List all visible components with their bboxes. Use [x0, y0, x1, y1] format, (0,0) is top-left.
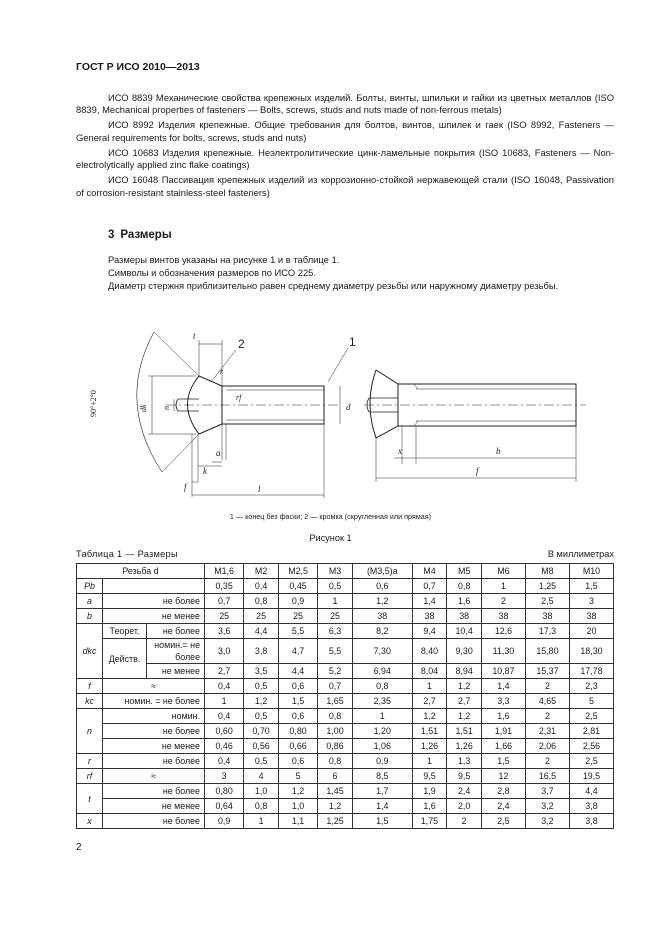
row-symbol: rf — [77, 769, 103, 784]
value-cell: 12 — [481, 769, 525, 784]
table-units: В миллиметрах — [547, 549, 614, 559]
table-row — [77, 639, 614, 664]
value-cell: 2,0 — [447, 799, 482, 814]
value-cell: 6,3 — [318, 624, 353, 639]
value-cell: 2,7 — [412, 694, 447, 709]
value-cell: 1,5 — [352, 814, 412, 829]
value-cell: 1,51 — [447, 724, 482, 739]
row-limit: номин. = не более — [103, 694, 205, 709]
value-cell: 1,91 — [481, 724, 525, 739]
value-cell: 1,26 — [447, 739, 482, 754]
label-angle: 90°+2°0 — [89, 390, 98, 417]
table-row — [77, 814, 614, 829]
value-cell: 20 — [569, 624, 613, 639]
value-cell: 4,7 — [278, 639, 317, 664]
document-header: ГОСТ Р ИСО 2010—2013 — [76, 61, 200, 73]
value-cell: 1 — [481, 579, 525, 594]
value-cell: 2,5 — [481, 814, 525, 829]
row-symbol: b — [77, 609, 103, 624]
value-cell: 0,5 — [244, 679, 279, 694]
row-limit: не менее — [103, 609, 205, 624]
value-cell: 1,06 — [352, 739, 412, 754]
value-cell: 1,00 — [318, 724, 353, 739]
value-cell: 25 — [318, 609, 353, 624]
value-cell: 4,4 — [278, 664, 317, 679]
value-cell: 8,5 — [352, 769, 412, 784]
value-cell: 1,45 — [318, 784, 353, 799]
value-cell: 1,7 — [352, 784, 412, 799]
intro-paragraph: Символы и обозначения размеров по ИСО 225. — [108, 267, 316, 278]
value-cell: 1,6 — [481, 709, 525, 724]
value-cell: 17,3 — [525, 624, 569, 639]
value-cell: 16,5 — [525, 769, 569, 784]
col-header: M4 — [412, 564, 447, 579]
value-cell: 0,9 — [205, 814, 244, 829]
value-cell: 38 — [525, 609, 569, 624]
value-cell: 25 — [278, 609, 317, 624]
value-cell: 1,20 — [352, 724, 412, 739]
label-d: d — [346, 402, 351, 412]
value-cell: 3,2 — [525, 814, 569, 829]
thread-header: Резьба d — [77, 564, 205, 579]
value-cell: 10,4 — [447, 624, 482, 639]
value-cell: 3,8 — [244, 639, 279, 664]
value-cell: 19,5 — [569, 769, 613, 784]
row-limit: не более — [103, 724, 205, 739]
value-cell: 17,78 — [569, 664, 613, 679]
label-t: t — [193, 331, 196, 341]
callout-2: 2 — [238, 337, 245, 351]
value-cell: 4,65 — [525, 694, 569, 709]
value-cell: 38 — [569, 609, 613, 624]
value-cell: 3,8 — [569, 799, 613, 814]
value-cell: 38 — [412, 609, 447, 624]
value-cell: 38 — [447, 609, 482, 624]
value-cell: 1,0 — [244, 784, 279, 799]
normative-references — [76, 92, 614, 202]
label-n: n — [162, 406, 171, 410]
value-cell: 0,46 — [205, 739, 244, 754]
row-limit — [103, 579, 205, 594]
value-cell: 0,66 — [278, 739, 317, 754]
table-row — [77, 784, 614, 799]
value-cell: 1,25 — [318, 814, 353, 829]
value-cell: 0,8 — [244, 799, 279, 814]
value-cell: 6,94 — [352, 664, 412, 679]
value-cell: 4 — [244, 769, 279, 784]
value-cell: 12,6 — [481, 624, 525, 639]
value-cell: 1,2 — [318, 799, 353, 814]
value-cell: 1,66 — [481, 739, 525, 754]
value-cell: 1,75 — [412, 814, 447, 829]
value-cell: 9,5 — [447, 769, 482, 784]
value-cell: 0,4 — [244, 579, 279, 594]
row-symbol: t — [77, 784, 103, 814]
label-b: b — [496, 446, 501, 456]
row-limit: не более — [103, 814, 205, 829]
value-cell: 4,4 — [244, 624, 279, 639]
value-cell: 2,7 — [205, 664, 244, 679]
value-cell: 5,5 — [318, 639, 353, 664]
value-cell: 1,51 — [412, 724, 447, 739]
value-cell: 1 — [352, 709, 412, 724]
table-row — [77, 694, 614, 709]
row-symbol: f — [77, 679, 103, 694]
section-number: 3 — [108, 229, 115, 241]
value-cell: 1,5 — [569, 579, 613, 594]
row-symbol: x — [77, 814, 103, 829]
value-cell: 15,80 — [525, 639, 569, 664]
table-row — [77, 664, 614, 679]
value-cell: 1,6 — [412, 799, 447, 814]
value-cell: 2,35 — [352, 694, 412, 709]
value-cell: 0,70 — [244, 724, 279, 739]
row-symbol: a — [77, 594, 103, 609]
table-row — [77, 579, 614, 594]
col-header: M2,5 — [278, 564, 317, 579]
intro-paragraph: Размеры винтов указаны на рисунке 1 и в таблице 1. — [108, 254, 340, 265]
table-row — [77, 709, 614, 724]
col-header: (M3,5)a — [352, 564, 412, 579]
row-limit: не более — [103, 594, 205, 609]
row-symbol: n — [77, 709, 103, 754]
label-r: r — [220, 367, 224, 376]
value-cell: 8,2 — [352, 624, 412, 639]
value-cell: 8,94 — [447, 664, 482, 679]
value-cell: 0,8 — [318, 754, 353, 769]
value-cell: 2,4 — [481, 799, 525, 814]
value-cell: 1,25 — [525, 579, 569, 594]
page-number: 2 — [76, 842, 82, 853]
value-cell: 5 — [569, 694, 613, 709]
value-cell: 0,56 — [244, 739, 279, 754]
value-cell: 0,9 — [352, 754, 412, 769]
value-cell: 2,7 — [447, 694, 482, 709]
value-cell: 0,4 — [205, 754, 244, 769]
table-row — [77, 769, 614, 784]
value-cell: 0,4 — [205, 709, 244, 724]
value-cell: 2,3 — [569, 679, 613, 694]
table-row — [77, 739, 614, 754]
row-limit: не менее — [103, 799, 205, 814]
value-cell: 1,26 — [412, 739, 447, 754]
row-limit: ≈ — [103, 769, 205, 784]
table-row — [77, 609, 614, 624]
value-cell: 11,30 — [481, 639, 525, 664]
table-caption: Таблица 1 — Размеры — [76, 549, 178, 559]
value-cell: 0,8 — [244, 594, 279, 609]
value-cell: 9,4 — [412, 624, 447, 639]
col-header: M2 — [244, 564, 279, 579]
reference-iso-8992: ИСО 8992 Изделия крепежные. Общие требования для болтов, винтов, шпилек и гаек (ISO 8992, Fasteners — General requirements for bolts, screws, studs and nuts) — [76, 119, 614, 143]
value-cell: 0,35 — [205, 579, 244, 594]
value-cell: 0,9 — [278, 594, 317, 609]
section-title: Размеры — [120, 229, 172, 241]
value-cell: 1,1 — [278, 814, 317, 829]
value-cell: 0,6 — [278, 679, 317, 694]
value-cell: 2,56 — [569, 739, 613, 754]
value-cell: 3 — [569, 594, 613, 609]
col-header: M10 — [569, 564, 613, 579]
figure-legend: 1 — конец без фаски; 2 — кромка (скругленная или прямая) — [229, 512, 432, 521]
value-cell: 0,8 — [318, 709, 353, 724]
table-row — [77, 754, 614, 769]
value-cell: 18,30 — [569, 639, 613, 664]
value-cell: 1,2 — [447, 709, 482, 724]
label-a: a — [216, 448, 221, 458]
value-cell: 2,4 — [447, 784, 482, 799]
value-cell: 4,4 — [569, 784, 613, 799]
value-cell: 2,06 — [525, 739, 569, 754]
reference-iso-10683: ИСО 10683 Изделия крепежные. Неэлектролитические цинк-ламельные покрытия (ISO 10683, Fasteners — Non-electrolytically applied zinc flake coatings) — [76, 146, 614, 171]
value-cell: 1,3 — [447, 754, 482, 769]
value-cell: 1,2 — [412, 709, 447, 724]
value-cell: 1,2 — [352, 594, 412, 609]
col-header: M8 — [525, 564, 569, 579]
value-cell: 1,4 — [412, 594, 447, 609]
value-cell: 8,04 — [412, 664, 447, 679]
label-l: l — [258, 484, 261, 494]
value-cell: 0,7 — [318, 679, 353, 694]
value-cell: 2 — [525, 709, 569, 724]
value-cell: 5 — [278, 769, 317, 784]
table-header-row — [77, 564, 614, 579]
value-cell: 1,2 — [244, 694, 279, 709]
row-limit: не более — [103, 754, 205, 769]
row-limit: номин. — [103, 709, 205, 724]
value-cell: 0,6 — [352, 579, 412, 594]
value-cell: 2,31 — [525, 724, 569, 739]
value-cell: 1,6 — [447, 594, 482, 609]
callout-1: 1 — [349, 335, 356, 349]
value-cell: 1 — [318, 594, 353, 609]
label-f: f — [184, 482, 187, 492]
value-cell: 2 — [525, 679, 569, 694]
label-rf: rf — [236, 393, 242, 402]
value-cell: 1,2 — [278, 784, 317, 799]
value-cell: 0,45 — [278, 579, 317, 594]
value-cell: 0,64 — [205, 799, 244, 814]
value-cell: 3 — [205, 769, 244, 784]
value-cell: 9,30 — [447, 639, 482, 664]
value-cell: 1,4 — [352, 799, 412, 814]
row-symbol: r — [77, 754, 103, 769]
col-header: M5 — [447, 564, 482, 579]
section-heading — [108, 229, 178, 241]
section-intro — [76, 253, 614, 292]
row-sublabel: Теорет. — [103, 624, 147, 639]
value-cell: 5,5 — [278, 624, 317, 639]
reference-iso-16048: ИСО 16048 Пассивация крепежных изделий из коррозионно-стойкой нержавеющей стали (ISO 16048, Passivation of corrosion-resistant stainless-steel fasteners) — [76, 174, 614, 198]
table-row — [77, 624, 614, 639]
value-cell: 0,86 — [318, 739, 353, 754]
value-cell: 2,5 — [525, 594, 569, 609]
value-cell: 3,8 — [569, 814, 613, 829]
row-limit: не менее — [103, 739, 205, 754]
value-cell: 0,5 — [244, 754, 279, 769]
row-limit: ≈ — [103, 679, 205, 694]
row-sublabel: Действ. — [103, 639, 147, 679]
value-cell: 9,5 — [412, 769, 447, 784]
label-dk: dk — [139, 404, 148, 412]
value-cell: 2,5 — [569, 709, 613, 724]
value-cell: 0,5 — [318, 579, 353, 594]
value-cell: 0,60 — [205, 724, 244, 739]
value-cell: 25 — [205, 609, 244, 624]
value-cell: 0,80 — [278, 724, 317, 739]
value-cell: 0,5 — [244, 709, 279, 724]
label-f2: f — [476, 466, 479, 476]
row-limit: номин.= не более — [147, 639, 205, 664]
value-cell: 2 — [525, 754, 569, 769]
value-cell: 1,4 — [481, 679, 525, 694]
value-cell: 1,5 — [278, 694, 317, 709]
value-cell: 7,30 — [352, 639, 412, 664]
value-cell: 38 — [352, 609, 412, 624]
row-limit: не менее — [147, 664, 205, 679]
value-cell: 1,0 — [278, 799, 317, 814]
value-cell: 2 — [447, 814, 482, 829]
value-cell: 1 — [412, 754, 447, 769]
value-cell: 0,80 — [205, 784, 244, 799]
value-cell: 1 — [205, 694, 244, 709]
table-row — [77, 679, 614, 694]
value-cell: 0,7 — [205, 594, 244, 609]
reference-iso-8839: ИСО 8839 Механические свойства крепежных изделий. Болты, винты, шпильки и гайки из цветных металлов (ISO 8839, Mechanical properties of fasteners — Bolts, screws, studs and nuts made of non-ferrous metals) — [76, 92, 614, 116]
value-cell: 5,2 — [318, 664, 353, 679]
value-cell: 3,5 — [244, 664, 279, 679]
value-cell: 1 — [412, 679, 447, 694]
value-cell: 2,81 — [569, 724, 613, 739]
value-cell: 3,6 — [205, 624, 244, 639]
value-cell: 25 — [244, 609, 279, 624]
value-cell: 2 — [481, 594, 525, 609]
value-cell: 0,8 — [447, 579, 482, 594]
value-cell: 3,0 — [205, 639, 244, 664]
value-cell: 0,6 — [278, 709, 317, 724]
label-x: x — [398, 446, 402, 456]
value-cell: 2,8 — [481, 784, 525, 799]
value-cell: 1,5 — [481, 754, 525, 769]
value-cell: 15,37 — [525, 664, 569, 679]
value-cell: 1,9 — [412, 784, 447, 799]
figure-title: Рисунок 1 — [309, 533, 352, 543]
value-cell: 2,5 — [569, 754, 613, 769]
table-row — [77, 799, 614, 814]
col-header: M3 — [318, 564, 353, 579]
dimensions-table — [76, 563, 614, 829]
row-symbol: Pb — [77, 579, 103, 594]
label-k: k — [203, 466, 207, 476]
value-cell: 3,3 — [481, 694, 525, 709]
table-row — [77, 594, 614, 609]
value-cell: 0,4 — [205, 679, 244, 694]
col-header: M1,6 — [205, 564, 244, 579]
value-cell: 6 — [318, 769, 353, 784]
value-cell: 3,2 — [525, 799, 569, 814]
row-limit: не более — [103, 784, 205, 799]
value-cell: 1 — [244, 814, 279, 829]
value-cell: 3,7 — [525, 784, 569, 799]
value-cell: 0,8 — [352, 679, 412, 694]
row-symbol: dkc — [77, 624, 103, 679]
screw-drawing — [76, 322, 616, 507]
value-cell: 0,7 — [412, 579, 447, 594]
value-cell: 0,6 — [278, 754, 317, 769]
col-header: M6 — [481, 564, 525, 579]
value-cell: 8,40 — [412, 639, 447, 664]
value-cell: 38 — [481, 609, 525, 624]
row-limit: не более — [147, 624, 205, 639]
row-symbol: kc — [77, 694, 103, 709]
table-row — [77, 724, 614, 739]
value-cell: 1,65 — [318, 694, 353, 709]
value-cell: 10,87 — [481, 664, 525, 679]
value-cell: 1,2 — [447, 679, 482, 694]
intro-paragraph: Диаметр стержня приблизительно равен среднему диаметру резьбы или наружному диаметру резьбы. — [108, 280, 559, 291]
